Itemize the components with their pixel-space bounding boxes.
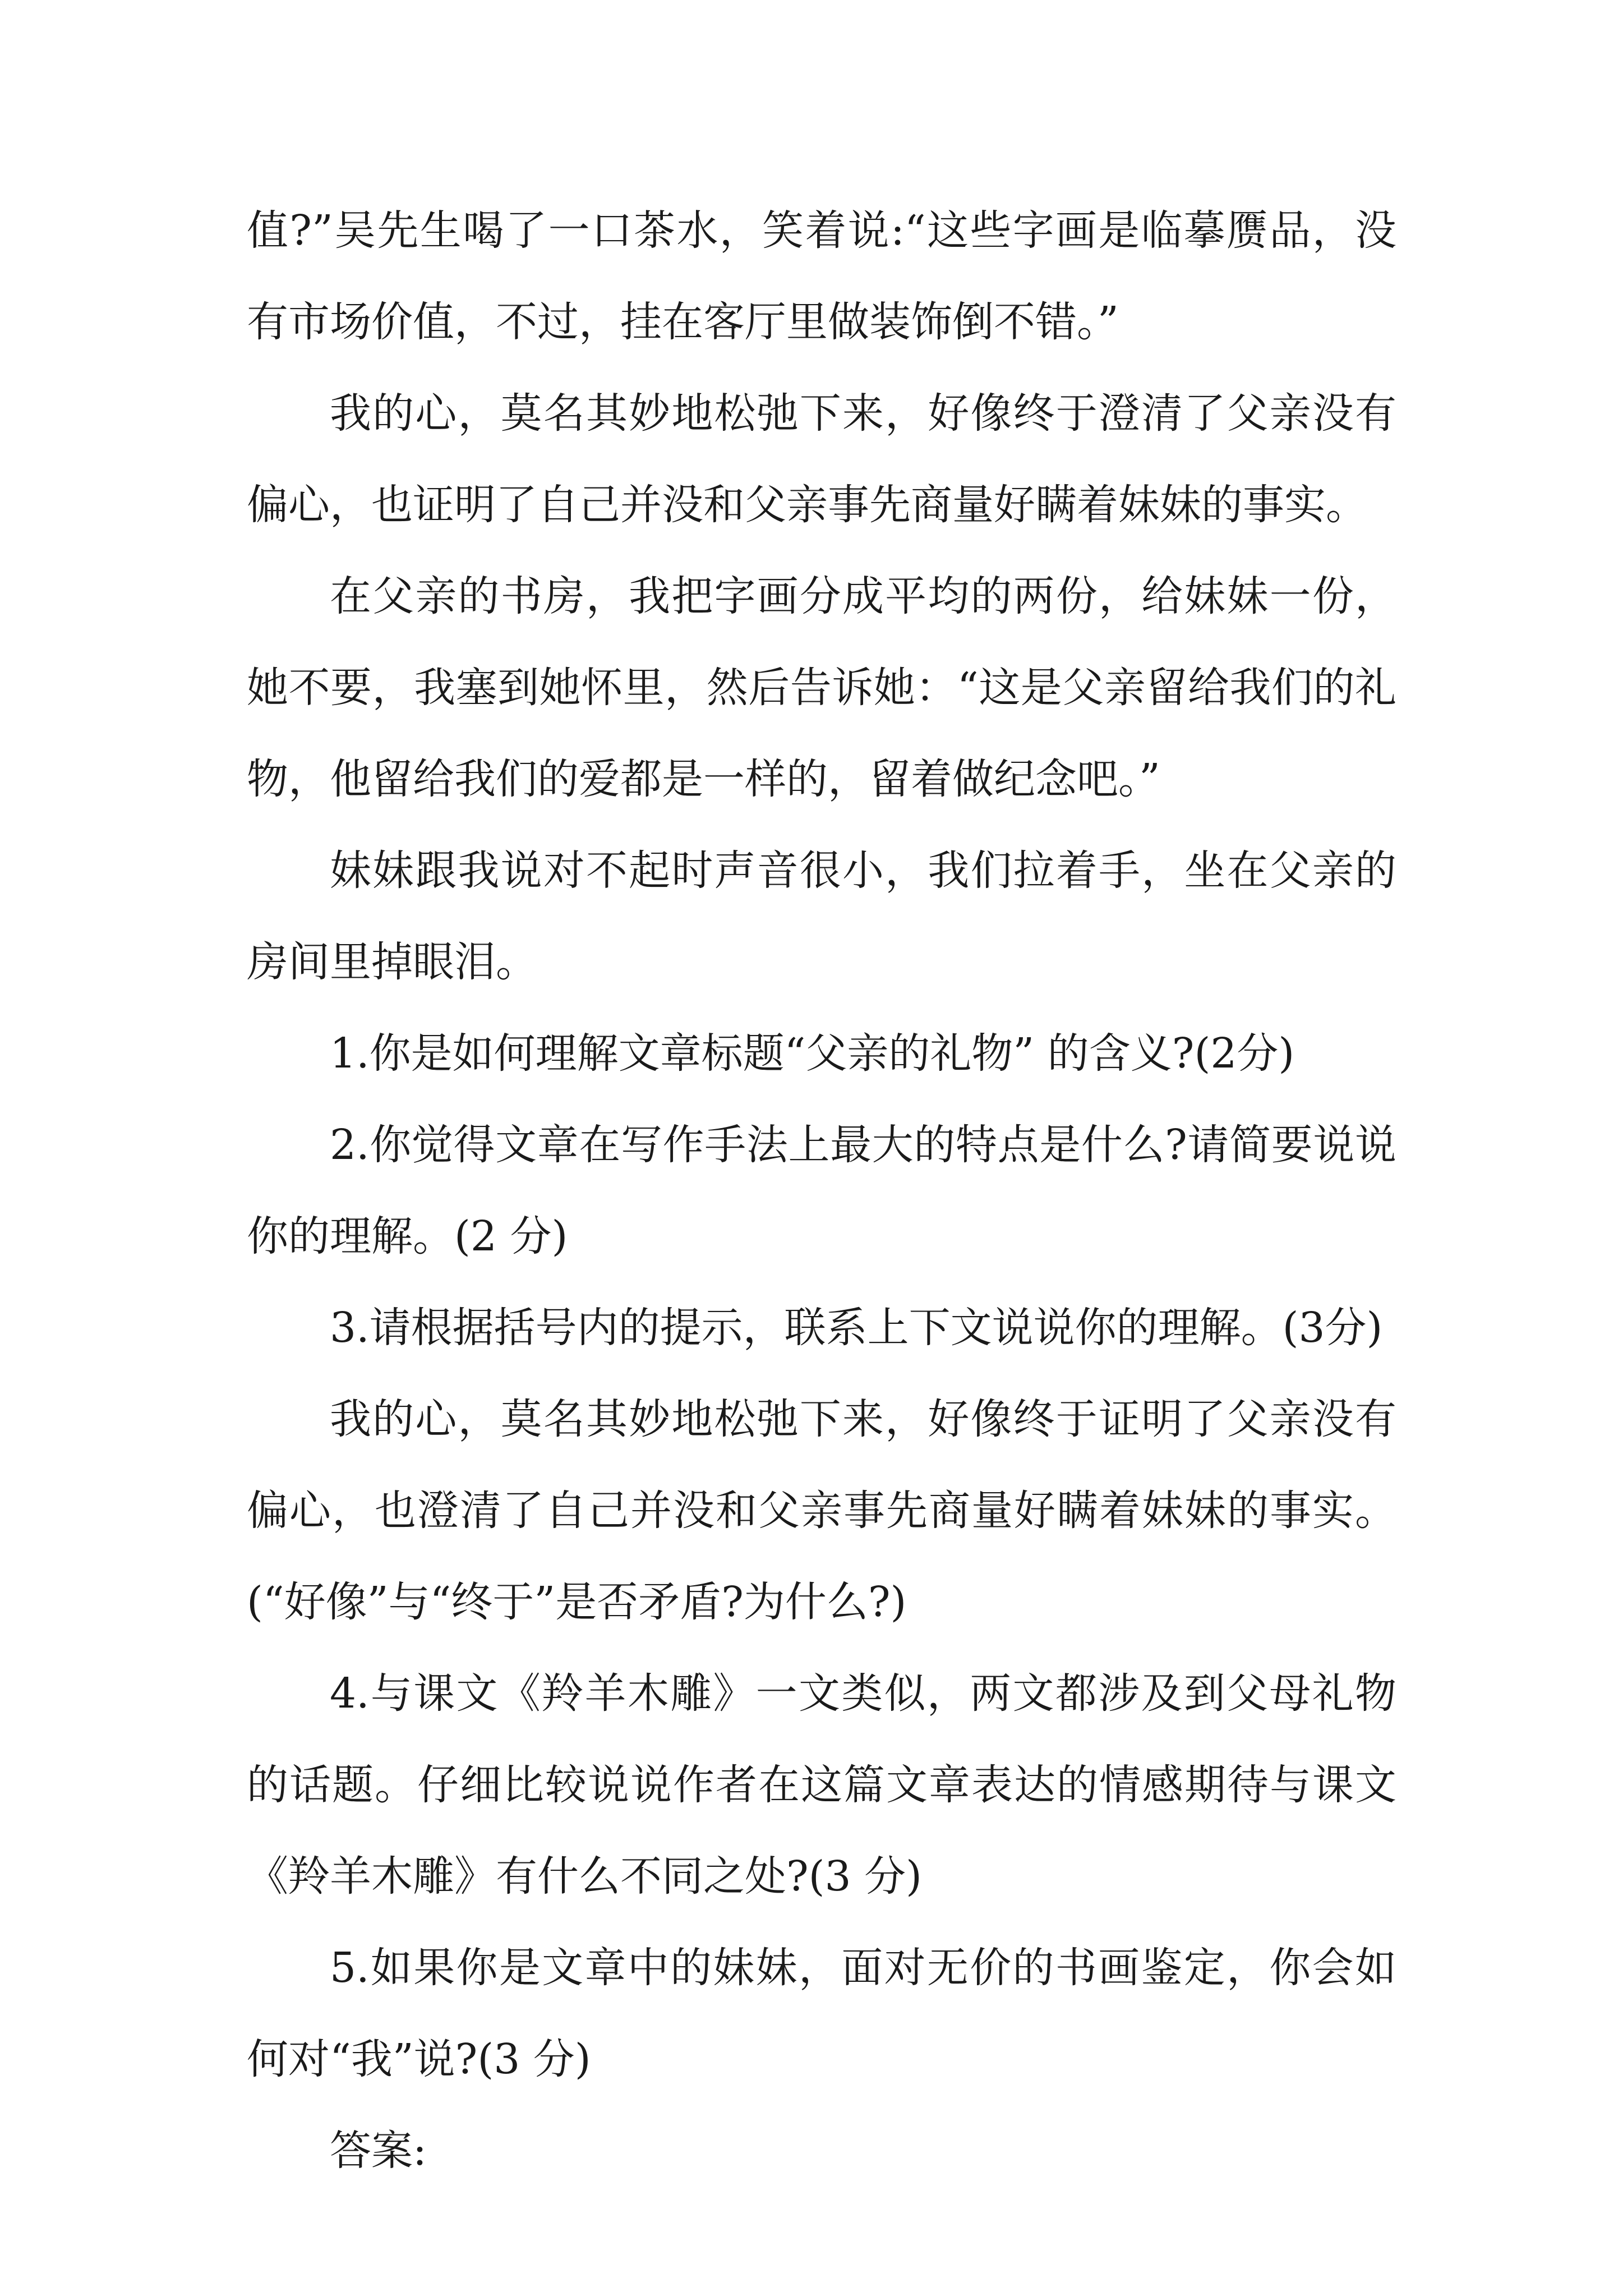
- question-1: 1.你是如何理解文章标题“父亲的礼物” 的含义?(2分): [330, 1029, 1295, 1078]
- question-2: 2.你觉得文章在写作手法上最大的特点是什么?请简要说说你的理解。(2 分): [247, 1121, 1396, 1260]
- paragraph-apology: 妹妹跟我说对不起时声音很小，我们拉着手，坐在父亲的房间里掉眼泪。: [247, 846, 1396, 986]
- paragraph-continuation: 值?”吴先生喝了一口茶水，笑着说:“这些字画是临摹赝品，没有市场价值，不过，挂在客厅里做装饰倒不错。”: [247, 206, 1396, 346]
- paragraph-heart-relaxed: 我的心，莫名其妙地松弛下来，好像终于澄清了父亲没有偏心，也证明了自己并没和父亲事先商量好瞒着妹妹的事实。: [247, 389, 1396, 529]
- paragraph-study-room: 在父亲的书房，我把字画分成平均的两份，给妹妹一份，她不要，我塞到她怀里，然后告诉她：“这是父亲留给我们的礼物，他留给我们的爱都是一样的，留着做纪念吧。”: [247, 572, 1396, 803]
- question-4: 4.与课文《羚羊木雕》一文类似，两文都涉及到父母礼物的话题。仔细比较说说作者在这篇文章表达的情感期待与课文《羚羊木雕》有什么不同之处?(3 分): [247, 1669, 1396, 1901]
- question-5: 5.如果你是文章中的妹妹，面对无价的书画鉴定，你会如何对“我”说?(3 分): [247, 1944, 1396, 2083]
- question-3: 3.请根据括号内的提示，联系上下文说说你的理解。(3分): [330, 1304, 1383, 1352]
- answer-heading: 答案:: [330, 2127, 427, 2175]
- document-page: [247, 185, 1396, 2197]
- question-3-quote: 我的心，莫名其妙地松弛下来，好像终于证明了父亲没有偏心，也澄清了自己并没和父亲事先商量好瞒着妹妹的事实。(“好像”与“终于”是否矛盾?为什么?): [247, 1395, 1396, 1626]
